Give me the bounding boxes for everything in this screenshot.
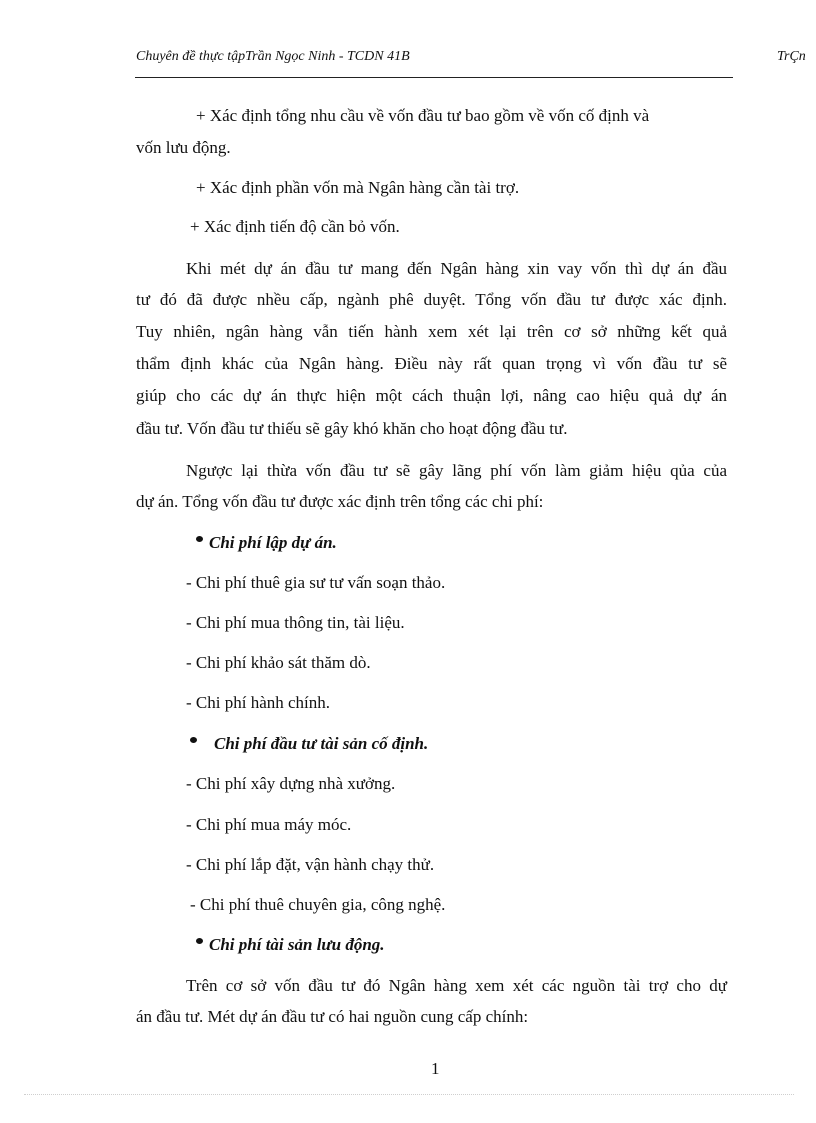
body-line: Tuy nhiên, ngân hàng vẫn tiến hành xem xét lại trên cơ sở những kết quả [136, 322, 727, 341]
list-item: - Chi phí mua thông tin, tài liệu. [186, 613, 405, 632]
bullet-icon [196, 536, 203, 542]
body-line: Ngược lại thừa vốn đầu tư sẽ gây lãng phí vốn làm giảm hiệu qủa của [186, 461, 727, 480]
body-line: Khi mét dự án đầu tư mang đến Ngân hàng xin vay vốn thì dự án đầu [186, 259, 727, 278]
body-line: thẩm định khác của Ngân hàng. Điều này rất quan trọng vì vốn đầu tư sẽ [136, 354, 727, 373]
body-line: + Xác định tổng nhu cầu về vốn đầu tư bao gồm về vốn cố định và [196, 106, 650, 125]
header-document-title: Chuyên đề thực tậpTrần Ngọc Ninh - TCDN 41B [136, 49, 410, 64]
page-number: 1 [431, 1059, 440, 1078]
section-heading: Chi phí đầu tư tài sản cố định. [214, 734, 429, 753]
bullet-icon [196, 938, 203, 944]
list-item: - Chi phí xây dựng nhà xưởng. [186, 774, 396, 793]
body-line: vốn lưu động. [136, 138, 231, 157]
section-heading: Chi phí lập dự án. [209, 533, 337, 552]
body-line: dự án. Tổng vốn đầu tư được xác định trên tổng các chi phí: [136, 492, 544, 511]
page-break-divider [24, 1094, 794, 1095]
body-line: + Xác định tiến độ cần bỏ vốn. [190, 217, 400, 236]
header-divider [135, 77, 733, 78]
bullet-icon [190, 737, 197, 743]
section-heading: Chi phí tài sản lưu động. [209, 935, 385, 954]
list-item: - Chi phí hành chính. [186, 693, 331, 712]
body-line: + Xác định phần vốn mà Ngân hàng cần tài trợ. [196, 178, 520, 197]
body-line: tư đó đã được nhều cấp, ngành phê duyệt. Tổng vốn đầu tư được xác định. [136, 290, 727, 309]
list-item: - Chi phí khảo sát thăm dò. [186, 653, 371, 672]
body-line: đầu tư. Vốn đầu tư thiếu sẽ gây khó khăn cho hoạt động đầu tư. [136, 419, 568, 438]
body-line: Trên cơ sở vốn đầu tư đó Ngân hàng xem xét các nguồn tài trợ cho dự [186, 976, 727, 995]
body-line: án đầu tư. Mét dự án đầu tư có hai nguồn cung cấp chính: [136, 1007, 529, 1026]
list-item: - Chi phí thuê gia sư tư vấn soạn thảo. [186, 573, 446, 592]
list-item: - Chi phí lắp đặt, vận hành chạy thử. [186, 855, 435, 874]
header-author-fragment: TrÇn [777, 49, 806, 64]
body-line: giúp cho các dự án thực hiện một cách thuận lợi, nâng cao hiệu quả dự án [136, 386, 727, 405]
list-item: - Chi phí mua máy móc. [186, 815, 352, 834]
list-item: - Chi phí thuê chuyên gia, công nghệ. [190, 895, 446, 914]
